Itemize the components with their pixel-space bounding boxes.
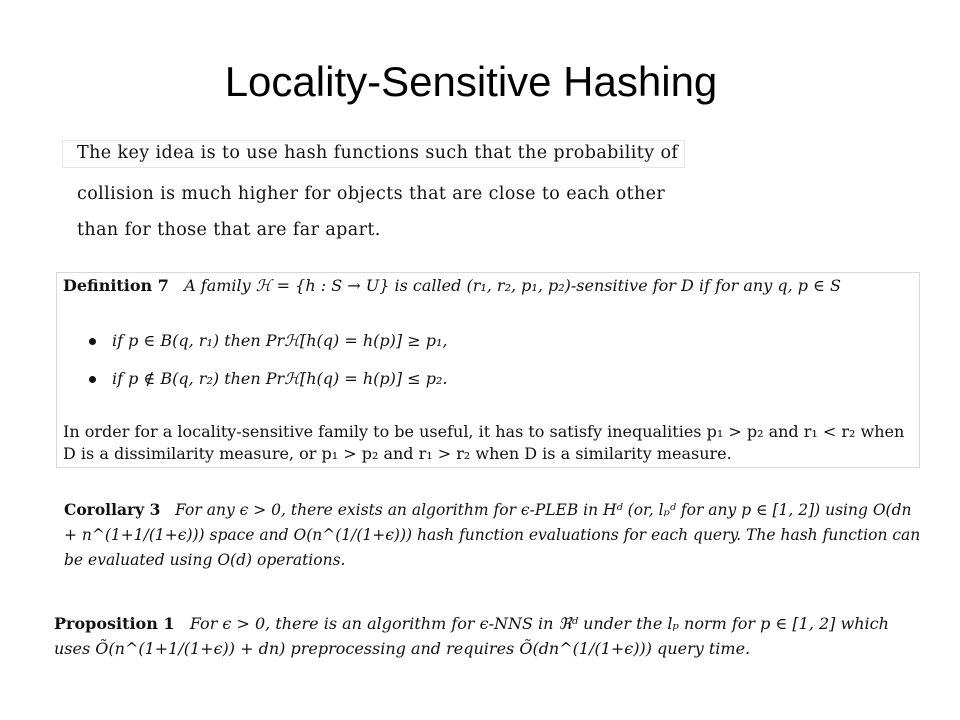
corollary-block — [64, 497, 924, 573]
intro-line-3: than for those that are far apart. — [77, 220, 381, 240]
definition-statement: A family ℋ = {h : S → U} is called (r₁, r₂, p₁, p₂)-sensitive for D if for any q, p ∈ S — [184, 276, 841, 295]
definition-paragraph: In order for a locality-sensitive family to be useful, it has to satisfy inequalities p₁ > p₂ and r₁ < r₂ when D is a dissimilarity measure, or p₁ > p₂ and r₁ > r₂ when D is a similarity measure. — [63, 422, 905, 463]
proposition-label: Proposition 1 — [54, 614, 175, 633]
proposition-block — [54, 611, 924, 661]
bullet-1-text: if p ∈ B(q, r₁) then Prℋ[h(q) = h(p)] ≥ p₁, — [112, 331, 448, 350]
definition-heading — [63, 276, 841, 295]
corollary-label: Corollary 3 — [64, 500, 161, 519]
slide-title: Locality-Sensitive Hashing — [224, 58, 718, 105]
bullet-2-text: if p ∉ B(q, r₂) then Prℋ[h(q) = h(p)] ≤ p₂. — [112, 369, 448, 388]
intro-line-2: collision is much higher for objects that are close to each other — [77, 184, 666, 204]
bullet-icon — [89, 376, 96, 383]
proposition-text: For ϵ > 0, there is an algorithm for ϵ-NNS in ℜᵈ under the lₚ norm for p ∈ [1, 2] which uses Õ(n^(1+1/(1+ϵ)) + dn) preprocessing and requires Õ(dn^(1/(1+ϵ))) query time. — [54, 614, 889, 658]
bullet-icon — [89, 338, 96, 345]
intro-line-1: The key idea is to use hash functions such that the probability of — [62, 140, 685, 168]
corollary-text: For any ϵ > 0, there exists an algorithm for ϵ-PLEB in Hᵈ (or, lₚᵈ for any p ∈ [1, 2]) using O(dn + n^(1+1/(1+ϵ))) space and O(n^(1/(1+ϵ))) hash function evaluations for each query. The hash function can be evaluated using O(d) operations. — [64, 501, 921, 569]
definition-bullet-1 — [89, 331, 447, 350]
definition-box — [56, 272, 920, 468]
definition-bullet-2 — [89, 369, 447, 388]
definition-label: Definition 7 — [63, 276, 169, 295]
intro-block — [62, 140, 812, 240]
